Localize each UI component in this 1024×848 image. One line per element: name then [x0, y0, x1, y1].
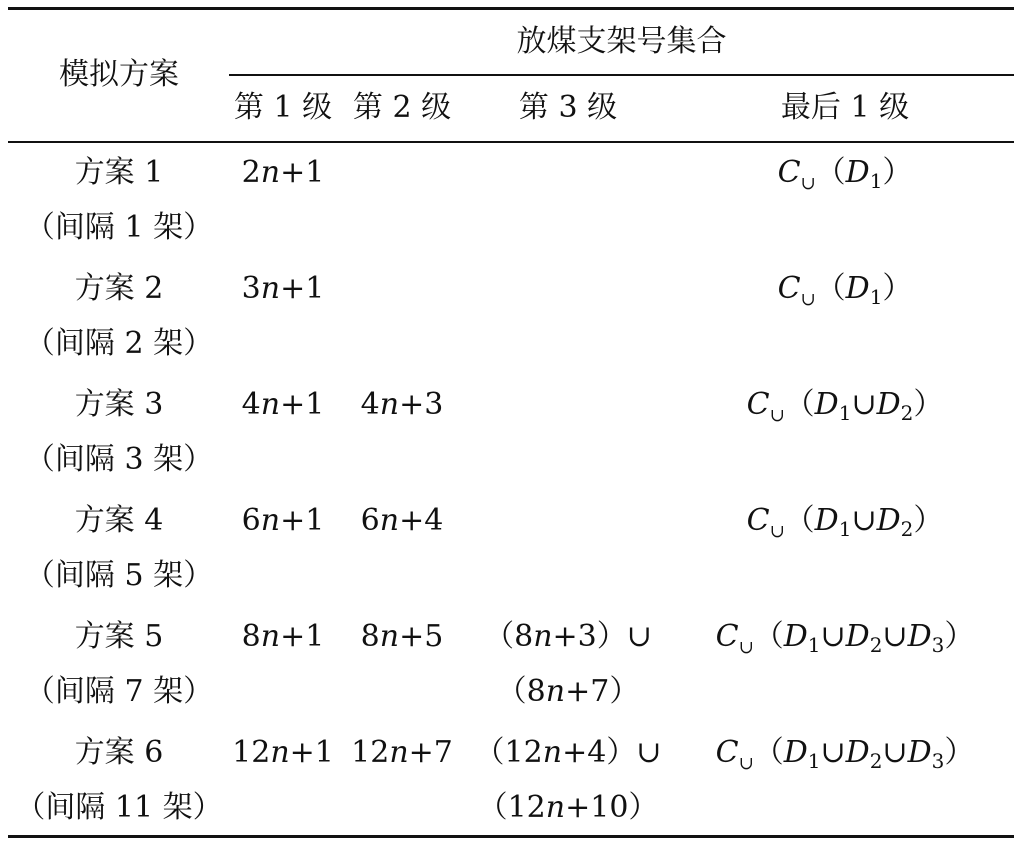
header-level3: 第 3 级	[518, 90, 618, 125]
expr-coef: 8	[360, 619, 380, 654]
paren-open: （	[753, 735, 784, 770]
level1-expr	[242, 271, 325, 306]
expr-rest: +1	[280, 155, 325, 190]
expr-coef: 8	[241, 619, 261, 654]
paren-close: ）	[913, 387, 944, 422]
expr-variable: n	[379, 387, 400, 422]
set-D-index: 1	[869, 169, 883, 193]
scheme-name: 方案 2	[74, 271, 164, 306]
expr-variable: n	[545, 674, 566, 709]
expr-coef: 6	[241, 503, 261, 538]
set-D: D	[845, 155, 870, 190]
level2-expr	[361, 387, 444, 422]
set-D: D	[907, 735, 932, 770]
level3-expr	[484, 619, 652, 654]
expr-rest: +1	[280, 619, 325, 654]
last-level-cell	[680, 155, 1010, 194]
set-D: D	[907, 619, 932, 654]
expr-variable: n	[545, 790, 566, 825]
expr-variable: n	[379, 619, 400, 654]
set-D: D	[814, 503, 839, 538]
set-D-index: 2	[869, 633, 883, 657]
expr-rest: +1	[280, 271, 325, 306]
level3-expr	[478, 790, 659, 825]
set-D: D	[814, 387, 839, 422]
expr-variable: n	[533, 619, 553, 654]
level1-cell	[232, 387, 334, 423]
expr-coef: 12	[232, 735, 271, 770]
expr-variable: n	[260, 503, 281, 538]
set-C: C	[746, 387, 770, 422]
set-D-index: 3	[931, 749, 945, 773]
level2-expr	[361, 619, 444, 654]
expr-rest: +5	[399, 619, 444, 654]
set-C: C	[715, 735, 739, 770]
expr-pre: （8	[496, 674, 546, 709]
expr-variable: n	[542, 735, 563, 770]
paren-close: ）	[913, 503, 944, 538]
expr-post: +10）	[565, 790, 659, 825]
level2-cell	[344, 735, 460, 771]
header-scheme: 模拟方案	[59, 57, 179, 92]
set-D: D	[876, 387, 901, 422]
union-subscript: ∪	[738, 637, 754, 658]
expr-coef: 2	[241, 155, 261, 190]
level3-expr	[497, 674, 640, 709]
set-D-index: 1	[807, 633, 821, 657]
paren-close: ）	[882, 271, 913, 306]
paren-open: （	[815, 271, 846, 306]
expr-rest: +3	[399, 387, 444, 422]
last-level-cell	[680, 271, 1010, 310]
expr-rest: +7	[408, 735, 453, 770]
set-D-index: 1	[869, 285, 883, 309]
level2-cell	[344, 619, 460, 655]
scheme-interval: （间隔 1 架）	[24, 210, 214, 245]
union-symbol: ∪	[851, 503, 877, 538]
level1-cell	[232, 271, 334, 307]
expr-variable: n	[260, 155, 281, 190]
set-C: C	[746, 503, 770, 538]
level1-cell	[232, 619, 334, 655]
last-level-cell	[680, 735, 1010, 774]
level3-cell-line1	[466, 619, 670, 655]
expr-pre: （8	[484, 619, 534, 654]
expr-rest: +1	[280, 503, 325, 538]
set-C: C	[777, 271, 801, 306]
set-D-index: 2	[900, 401, 914, 425]
level2-cell	[344, 387, 460, 423]
scheme-name: 方案 6	[74, 735, 164, 770]
union-symbol: ∪	[820, 735, 846, 770]
level3-cell-line2	[466, 790, 670, 826]
last-level-cell	[680, 387, 1010, 426]
header-bottom-rule	[8, 141, 1014, 143]
set-D-index: 2	[900, 517, 914, 541]
paren-open: （	[753, 619, 784, 654]
union-subscript: ∪	[769, 521, 785, 542]
expr-rest: +1	[289, 735, 334, 770]
expr-variable: n	[270, 735, 290, 770]
header-sub-rule	[229, 74, 1014, 76]
paren-open: （	[784, 503, 815, 538]
scheme-interval: （间隔 2 架）	[24, 326, 214, 361]
scheme-name: 方案 1	[74, 155, 164, 190]
scheme-name: 方案 3	[74, 387, 164, 422]
header-level1: 第 1 级	[233, 90, 333, 125]
expr-coef: 12	[351, 735, 390, 770]
level1-cell	[232, 155, 334, 191]
scheme-interval: （间隔 5 架）	[24, 558, 214, 593]
expr-variable: n	[260, 387, 281, 422]
set-D-index: 1	[807, 749, 821, 773]
expr-variable: n	[379, 503, 400, 538]
last-level-cell	[680, 503, 1010, 542]
level3-expr	[475, 735, 662, 770]
set-D: D	[845, 271, 870, 306]
level1-expr	[242, 619, 325, 654]
union-subscript: ∪	[769, 405, 785, 426]
scheme-interval: （间隔 3 架）	[24, 442, 214, 477]
set-D: D	[783, 619, 808, 654]
scheme-interval: （间隔 11 架）	[15, 790, 223, 825]
expr-variable: n	[389, 735, 409, 770]
scheme-name: 方案 4	[74, 503, 164, 538]
union-symbol: ∪	[820, 619, 846, 654]
level3-cell-line1	[466, 735, 670, 771]
table-bottom-rule	[8, 835, 1014, 838]
expr-rest: +4	[399, 503, 444, 538]
union-symbol: ∪	[851, 387, 877, 422]
paren-open: （	[784, 387, 815, 422]
level1-expr	[242, 155, 325, 190]
paren-close: ）	[944, 619, 975, 654]
level2-cell	[344, 503, 460, 539]
expr-variable: n	[260, 619, 281, 654]
expr-post: +4）∪	[562, 735, 662, 770]
union-symbol: ∪	[882, 735, 908, 770]
table-top-rule	[8, 7, 1014, 10]
set-D-index: 1	[838, 517, 852, 541]
expr-coef: 4	[241, 387, 261, 422]
expr-pre: （12	[474, 735, 543, 770]
level1-expr	[242, 387, 325, 422]
level2-expr	[351, 735, 453, 770]
expr-rest: +1	[280, 387, 325, 422]
last-level-cell	[680, 619, 1010, 658]
header-level2: 第 2 级	[352, 90, 452, 125]
set-D-index: 1	[838, 401, 852, 425]
scheme-name: 方案 5	[74, 619, 164, 654]
union-subscript: ∪	[800, 289, 816, 310]
expr-coef: 6	[360, 503, 380, 538]
header-group: 放煤支架号集合	[516, 24, 727, 59]
level1-expr	[242, 503, 325, 538]
expr-variable: n	[260, 271, 281, 306]
set-D: D	[876, 503, 901, 538]
level1-expr	[232, 735, 334, 770]
paren-open: （	[815, 155, 846, 190]
expr-coef: 3	[241, 271, 261, 306]
expr-pre: （12	[477, 790, 546, 825]
union-symbol: ∪	[882, 619, 908, 654]
paren-close: ）	[882, 155, 913, 190]
level1-cell	[232, 735, 334, 771]
expr-post: +3）∪	[552, 619, 652, 654]
set-C: C	[777, 155, 801, 190]
level3-cell-line2	[466, 674, 670, 710]
scheme-interval: （间隔 7 架）	[24, 674, 214, 709]
expr-coef: 4	[360, 387, 380, 422]
paren-close: ）	[944, 735, 975, 770]
set-D: D	[845, 735, 870, 770]
expr-post: +7）	[565, 674, 640, 709]
union-subscript: ∪	[800, 173, 816, 194]
union-subscript: ∪	[738, 753, 754, 774]
set-D: D	[845, 619, 870, 654]
level2-expr	[361, 503, 444, 538]
set-C: C	[715, 619, 739, 654]
set-D: D	[783, 735, 808, 770]
set-D-index: 3	[931, 633, 945, 657]
set-D-index: 2	[869, 749, 883, 773]
header-last: 最后 1 级	[780, 90, 910, 125]
level1-cell	[232, 503, 334, 539]
